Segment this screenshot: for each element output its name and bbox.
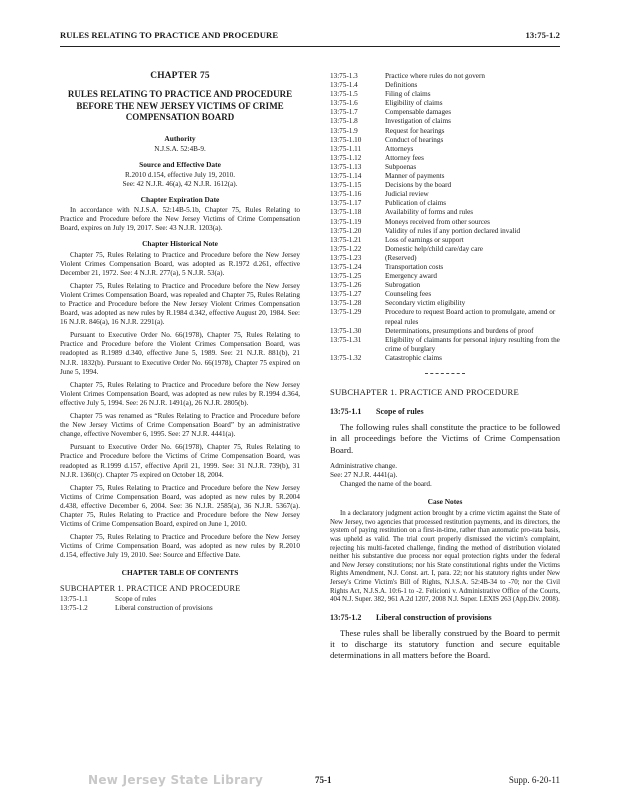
chapter-title: RULES RELATING TO PRACTICE AND PROCEDURE BEFORE THE NEW JERSEY VICTIMS OF CRIME COMPENSATION BOARD	[67, 89, 293, 123]
header-rule	[60, 46, 560, 47]
toc-entry[interactable]	[330, 199, 560, 208]
toc-number: 13:75-1.20	[330, 226, 362, 235]
toc-title: Eligibility of claimants for personal injury resulting from the crime of burglary	[385, 335, 560, 353]
toc-title: Secondary victim eligibility	[385, 299, 466, 308]
toc-title: Publication of claims	[385, 199, 447, 208]
section-heading	[330, 613, 560, 622]
toc-title: Counseling fees	[385, 290, 432, 299]
case-notes-heading: Case Notes	[427, 497, 463, 507]
toc-entry[interactable]	[330, 154, 560, 163]
toc-title: Determinations, presumptions and burdens of proof	[385, 326, 534, 335]
toc-number: 13:75-1.8	[330, 117, 358, 126]
toc-title: Loss of earnings or support	[385, 235, 464, 244]
expiration-text: In accordance with N.J.S.A. 52:14B-5.1b, Chapter 75, Rules Relating to Practice and Procedure before the New Jersey Victims of Crime Compensation Board, expires on July 19, 2017. See: 43 N.J.R. 1203(a).	[60, 206, 300, 233]
section-text: The following rules shall constitute the practice to be followed in all proceedings before the Victims of Crime Compensation Board.	[330, 422, 560, 455]
toc-entry[interactable]	[330, 172, 560, 181]
toc-entry[interactable]	[330, 218, 560, 227]
toc-title: Domestic help/child care/day care	[385, 244, 483, 253]
case-note-text: In a declaratory judgment action brought by a crime victim against the State of New Jersey, two agencies that processed restitution payments, and its directors, the system of paying restitution on a first-in-time, rather than automatic pro-rata basis, was upheld as valid. The trial court properly dismissed the victim's complaint, rejecting his multi-faceted challenge, finding the method of distribution violated neither his substantive due process nor equal protection rights under the federal and New Jersey constitutions; nor his State constitutional rights under the Victims Rights Amendment, N.J. Const. art. I, para. 22; nor his statutory rights under New Jersey's Crime Victim's Bill of Rights, N.J.S.A. 52:4B-34 to -70; nor the Civil Rights Act, N.J.S.A. 10:6-1 to -2. Felicioni v. Administrative Office of the Courts, 404 N.J. Super. 382, 961 A.2d 1207, 2008 N.J. Super. LEXIS 263 (App.Div. 2008).	[330, 510, 560, 604]
toc-entry[interactable]	[330, 290, 560, 299]
toc-heading: CHAPTER TABLE OF CONTENTS	[121, 568, 239, 578]
toc-title: Moneys received from other sources	[385, 217, 490, 226]
page-footer	[88, 773, 560, 789]
toc-title: Decisions by the board	[385, 181, 452, 190]
toc-number: 13:75-1.24	[330, 262, 362, 271]
toc-title: Attorneys	[385, 144, 414, 153]
toc-title: Procedure to request Board action to promulgate, amend or repeal rules	[385, 308, 556, 326]
library-watermark: New Jersey State Library	[88, 773, 264, 787]
section-title: Scope of rules	[376, 407, 424, 417]
history-paragraph: Chapter 75, Rules Relating to Practice and Procedure before the New Jersey Violent Crimes Compensation Board, was adopted as R.1972 d.261, effective December 21, 1972. See: 4 N.J.R. 277(a), 5 N.J.R. 53(a).	[60, 250, 300, 277]
toc-number: 13:75-1.9	[330, 126, 358, 135]
history-paragraph: Pursuant to Executive Order No. 66(1978), Chapter 75, Rules Relating to Practice and Procedure before the Violent Crimes Compensation Board, was readopted as R.1989 d.340, effective June 5, 1989. See: 21 N.J.R. 881(b), 21 N.J.R. 1832(b). Pursuant to Executive Order No. 66(1978), Chapter 75 expired on June 5, 1994.	[60, 331, 300, 376]
toc-number: 13:75-1.7	[330, 108, 358, 117]
source-heading: Source and Effective Date	[139, 159, 221, 169]
toc-number: 13:75-1.22	[330, 244, 362, 253]
right-column	[330, 72, 560, 667]
toc-title: Availability of forms and rules	[385, 208, 474, 217]
toc-title: Emergency award	[385, 272, 437, 281]
toc-entry[interactable]	[330, 136, 560, 145]
toc-entry[interactable]	[330, 90, 560, 99]
source-line: R.2010 d.154, effective July 19, 2010.	[124, 170, 236, 179]
toc-number: 13:75-1.29	[330, 308, 362, 317]
history-paragraph: Chapter 75, Rules Relating to Practice and Procedure before the New Jersey Violent Crimes Compensation Board, was adopted as new rules by R.1994 d.364, effective July 5, 1994. See: 26 N.J.R. 1491(a), 26 N.J.R. 2805(b).	[60, 380, 300, 407]
toc-entry[interactable]	[330, 299, 560, 308]
toc-number: 13:75-1.28	[330, 299, 362, 308]
admin-note: Changed the name of the board.	[340, 479, 432, 488]
history-paragraph: Chapter 75, Rules Relating to Practice and Procedure before the New Jersey Violent Crimes Compensation Board, was repealed and Chapter 75, Rules Relating to Practice and Procedure before the New Jersey Violent Crimes Compensation Board, was adopted as new rules by R.1984 d.342, effective August 20, 1984. See: 16 N.J.R. 846(a), 16 N.J.R. 2291(a).	[60, 281, 300, 327]
toc-title: Transportation costs	[385, 262, 444, 271]
toc-entry[interactable]	[330, 108, 560, 117]
section-heading	[330, 407, 560, 416]
section-divider	[425, 373, 465, 374]
toc-title: Eligibility of claims	[385, 99, 443, 108]
section-number: 13:75-1.2	[330, 612, 362, 622]
toc-list	[330, 72, 560, 363]
toc-title: Compensable damages	[385, 108, 452, 117]
section-number: 13:75-1.1	[330, 407, 362, 417]
admin-note: Administrative change.	[330, 461, 398, 470]
toc-entry[interactable]	[330, 327, 560, 336]
toc-number: 13:75-1.31	[330, 335, 362, 344]
toc-entry[interactable]	[330, 117, 560, 126]
toc-entry[interactable]	[330, 190, 560, 199]
toc-number: 13:75-1.30	[330, 326, 362, 335]
toc-number: 13:75-1.3	[330, 72, 358, 80]
toc-title: Manner of payments	[385, 172, 445, 181]
toc-entry[interactable]	[330, 308, 560, 326]
toc-number: 13:75-1.13	[330, 162, 362, 171]
running-header	[60, 30, 560, 44]
section-title: Liberal construction of provisions	[376, 612, 492, 622]
toc-title: (Reserved)	[385, 253, 417, 262]
toc-title: Conduct of hearings	[385, 135, 444, 144]
toc-entry[interactable]	[330, 245, 560, 254]
toc-number: 13:75-1.12	[330, 153, 362, 162]
toc-number: 13:75-1.18	[330, 208, 362, 217]
toc-number: 13:75-1.15	[330, 181, 362, 190]
toc-title: Subrogation	[385, 281, 421, 290]
header-title: RULES RELATING TO PRACTICE AND PROCEDURE	[60, 30, 279, 40]
left-column	[60, 72, 300, 613]
toc-entry[interactable]	[330, 272, 560, 281]
toc-title: Validity of rules if any portion declared invalid	[385, 226, 521, 235]
toc-title: Investigation of claims	[385, 117, 451, 126]
header-section-number: 13:75-1.2	[525, 30, 560, 40]
toc-number: 13:75-1.17	[330, 199, 362, 208]
toc-title: Attorney fees	[385, 153, 424, 162]
toc-number: 13:75-1.6	[330, 99, 358, 108]
toc-title: Request for hearings	[385, 126, 445, 135]
toc-number: 13:75-1.4	[330, 81, 358, 90]
toc-entry[interactable]	[330, 336, 560, 354]
toc-entry[interactable]	[330, 208, 560, 217]
toc-entry[interactable]	[330, 163, 560, 172]
toc-title: Practice where rules do not govern	[385, 72, 485, 80]
toc-entry[interactable]	[330, 81, 560, 90]
toc-number: 13:75-1.1	[60, 594, 88, 603]
toc-title: Filing of claims	[385, 90, 431, 99]
toc-number: 13:75-1.10	[330, 135, 362, 144]
toc-number: 13:75-1.11	[330, 144, 362, 153]
toc-number: 13:75-1.23	[330, 253, 362, 262]
toc-title: Catastrophic claims	[385, 353, 442, 362]
history-heading: Chapter Historical Note	[142, 239, 218, 249]
supplement-date: Supp. 6-20-11	[508, 775, 560, 785]
subchapter-heading: SUBCHAPTER 1. PRACTICE AND PROCEDURE	[330, 387, 519, 397]
section-text: These rules shall be liberally construed by the Board to permit it to discharge its statutory function and secure equitable determinations in all matters before the Board.	[330, 627, 560, 661]
source-line: See: 42 N.J.R. 46(a), 42 N.J.R. 1612(a).	[122, 179, 238, 188]
toc-entry[interactable]	[330, 72, 560, 81]
authority-heading: Authority	[164, 133, 196, 143]
toc-number: 13:75-1.32	[330, 353, 362, 362]
toc-entry[interactable]	[330, 263, 560, 272]
toc-title: Definitions	[385, 81, 418, 90]
toc-number: 13:75-1.16	[330, 190, 362, 199]
history-paragraph: Chapter 75, Rules Relating to Practice and Procedure before the New Jersey Victims of Crime Compensation Board, was adopted as new rules by R.2004 d.438, effective December 6, 2004. See: 36 N.J.R. 2585(a), 36 N.J.R. 5367(a). Chapter 75, Rules Relating to Practice and Procedure before the New Jersey Victims of Crime Compensation Board, expired on June 1, 2010.	[60, 483, 300, 529]
chapter-number: CHAPTER 75	[150, 71, 210, 81]
toc-number: 13:75-1.21	[330, 235, 362, 244]
history-paragraph: Chapter 75 was renamed as “Rules Relating to Practice and Procedure before the New Jersey Victims of Crime Compensation Board” by an administrative change, effective November 6, 1995. See: 27 N.J.R. 4441(a).	[60, 412, 300, 439]
toc-entry[interactable]	[330, 99, 560, 108]
toc-entry[interactable]	[330, 227, 560, 236]
expiration-heading: Chapter Expiration Date	[140, 195, 220, 205]
toc-entry[interactable]	[330, 281, 560, 290]
toc-title: Scope of rules	[115, 594, 157, 603]
page-number: 75-1	[315, 775, 332, 785]
toc-entry[interactable]	[60, 595, 300, 604]
toc-title: Liberal construction of provisions	[115, 603, 213, 612]
history-paragraph: Pursuant to Executive Order No. 66(1978), Chapter 75, Rules Relating to Practice and Procedure before the Victims of Crime Compensation Board, was readopted as R.1999 d.157, effective April 21, 1999. See: 31 N.J.R. 739(b), 31 N.J.R. 1360(c). Chapter 75 expired on October 18, 2004.	[60, 443, 300, 479]
toc-entry[interactable]	[330, 354, 560, 363]
toc-title: Judicial review	[385, 190, 429, 199]
toc-entry[interactable]	[330, 127, 560, 136]
toc-number: 13:75-1.19	[330, 217, 362, 226]
toc-subchapter: SUBCHAPTER 1. PRACTICE AND PROCEDURE	[60, 583, 241, 593]
toc-entry[interactable]	[330, 236, 560, 245]
history-paragraph: Chapter 75, Rules Relating to Practice and Procedure before the New Jersey Victims of Crime Compensation Board, was adopted as new rules by R.2010 d.154, effective July 19, 2010. See: Source and Effective Date.	[60, 533, 300, 560]
toc-number: 13:75-1.26	[330, 281, 362, 290]
authority-text: N.J.S.A. 52:4B-9.	[154, 144, 206, 153]
toc-entry[interactable]	[330, 254, 560, 263]
toc-entry[interactable]	[60, 604, 300, 613]
toc-entry[interactable]	[330, 181, 560, 190]
toc-number: 13:75-1.27	[330, 290, 362, 299]
toc-number: 13:75-1.5	[330, 90, 358, 99]
toc-entry[interactable]	[330, 145, 560, 154]
toc-number: 13:75-1.14	[330, 172, 362, 181]
toc-number: 13:75-1.2	[60, 603, 88, 612]
admin-note: See: 27 N.J.R. 4441(a).	[330, 470, 398, 479]
toc-title: Subpoenas	[385, 162, 417, 171]
toc-number: 13:75-1.25	[330, 272, 362, 281]
